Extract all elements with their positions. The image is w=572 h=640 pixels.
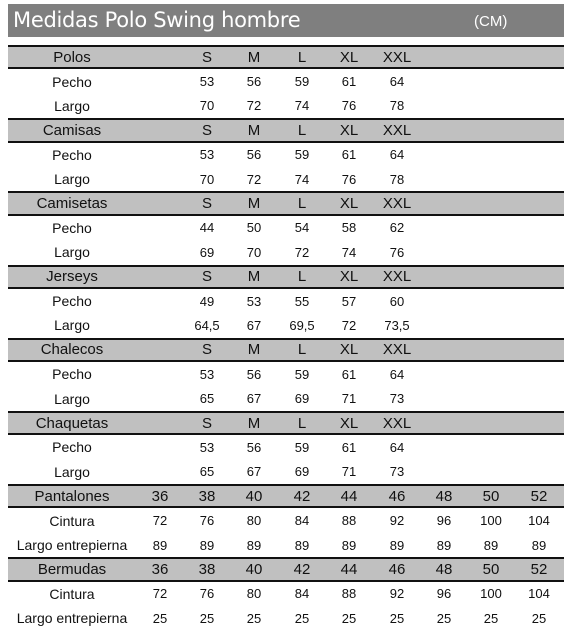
- size-header: L: [297, 48, 307, 66]
- size-header: XL: [339, 414, 359, 432]
- size-header: 42: [293, 560, 311, 578]
- size-header: S: [201, 48, 212, 66]
- measure-value: 25: [531, 610, 547, 626]
- size-header: 48: [435, 560, 453, 578]
- size-header: 38: [198, 487, 216, 505]
- measure-value: 67: [246, 464, 262, 480]
- measure-label: Largo entrepierna: [16, 610, 128, 627]
- measure-value: 25: [436, 610, 452, 626]
- measure-value: 25: [152, 610, 168, 626]
- measure-value: 89: [246, 537, 262, 553]
- size-header: L: [297, 195, 307, 213]
- section-name: Camisetas: [36, 195, 108, 213]
- measure-value: 58: [341, 220, 357, 236]
- size-header: XXL: [382, 414, 412, 432]
- measure-value: 53: [199, 147, 215, 163]
- measure-label: Pecho: [52, 219, 92, 236]
- size-header: XL: [339, 121, 359, 139]
- measure-value: 25: [294, 610, 310, 626]
- measure-value: 61: [341, 147, 357, 163]
- measure-value: 67: [246, 317, 262, 333]
- measure-label: Largo: [54, 97, 90, 114]
- measure-value: 25: [389, 610, 405, 626]
- measure-value: 25: [483, 610, 499, 626]
- table-row: [8, 240, 564, 264]
- size-header: 52: [530, 487, 548, 505]
- section-header: [8, 45, 564, 69]
- measure-label: Largo: [54, 317, 90, 334]
- size-header: L: [297, 268, 307, 286]
- measure-value: 72: [152, 586, 168, 602]
- measure-value: 72: [246, 98, 262, 114]
- size-header: XXL: [382, 48, 412, 66]
- measure-value: 92: [389, 513, 405, 529]
- size-header: S: [201, 268, 212, 286]
- measure-value: 60: [389, 293, 405, 309]
- section-name: Polos: [53, 48, 91, 66]
- size-header: 44: [340, 487, 358, 505]
- measure-value: 64: [389, 439, 405, 455]
- measure-value: 84: [294, 586, 310, 602]
- measure-label: Cintura: [49, 585, 95, 602]
- measure-value: 84: [294, 513, 310, 529]
- table-row: [8, 289, 564, 313]
- measure-value: 104: [528, 513, 550, 529]
- section-header: [8, 411, 564, 435]
- measure-value: 67: [246, 391, 262, 407]
- size-header: M: [247, 341, 261, 359]
- measure-value: 72: [246, 171, 262, 187]
- measure-value: 69,5: [289, 317, 315, 333]
- size-header: 48: [435, 487, 453, 505]
- size-header: S: [201, 121, 212, 139]
- measure-label: Cintura: [49, 512, 95, 529]
- size-header: XL: [339, 341, 359, 359]
- measure-value: 71: [341, 464, 357, 480]
- size-header: 52: [530, 560, 548, 578]
- measure-value: 70: [246, 244, 262, 260]
- measure-value: 69: [294, 464, 310, 480]
- measure-label: Largo entrepierna: [16, 537, 128, 553]
- measure-value: 62: [389, 220, 405, 236]
- size-header: 42: [293, 487, 311, 505]
- measure-value: 53: [199, 74, 215, 90]
- measure-value: 89: [341, 537, 357, 553]
- table-row: [8, 216, 564, 240]
- measure-value: 70: [199, 171, 215, 187]
- title-bar: [8, 4, 564, 37]
- section-name: Pantalones: [34, 487, 110, 505]
- measure-value: 69: [199, 244, 215, 260]
- table-row: [8, 606, 564, 630]
- size-header: XXL: [382, 341, 412, 359]
- table-row: [8, 386, 564, 410]
- measure-value: 88: [341, 586, 357, 602]
- measure-value: 72: [341, 317, 357, 333]
- measure-value: 59: [294, 147, 310, 163]
- measure-value: 96: [436, 586, 452, 602]
- measure-value: 59: [294, 366, 310, 382]
- section-name: Jerseys: [46, 268, 98, 286]
- measure-value: 69: [294, 391, 310, 407]
- table-row: [8, 94, 564, 118]
- size-table: [8, 45, 564, 630]
- section-header: [8, 557, 564, 581]
- measure-value: 59: [294, 439, 310, 455]
- measure-label: Pecho: [52, 73, 92, 90]
- measure-value: 89: [294, 537, 310, 553]
- measure-value: 56: [246, 74, 262, 90]
- measure-value: 49: [199, 293, 215, 309]
- measure-value: 100: [480, 513, 502, 529]
- table-row: [8, 508, 564, 532]
- measure-value: 80: [246, 513, 262, 529]
- unit-label: (CM): [474, 13, 508, 30]
- size-header: M: [247, 121, 261, 139]
- section-header: [8, 484, 564, 508]
- measure-value: 65: [199, 464, 215, 480]
- measure-value: 89: [199, 537, 215, 553]
- measure-value: 89: [152, 537, 168, 553]
- size-header: 40: [245, 487, 263, 505]
- table-row: [8, 143, 564, 167]
- size-header: 44: [340, 560, 358, 578]
- measure-value: 78: [389, 98, 405, 114]
- size-header: XL: [339, 268, 359, 286]
- measure-value: 96: [436, 513, 452, 529]
- measure-value: 53: [199, 366, 215, 382]
- size-header: L: [297, 121, 307, 139]
- measure-label: Largo: [54, 171, 90, 188]
- measure-value: 64: [389, 74, 405, 90]
- measure-value: 73: [389, 464, 405, 480]
- measure-value: 25: [341, 610, 357, 626]
- measure-value: 76: [341, 171, 357, 187]
- measure-value: 73: [389, 391, 405, 407]
- size-header: M: [247, 48, 261, 66]
- table-row: [8, 69, 564, 93]
- size-header: S: [201, 414, 212, 432]
- size-header: S: [201, 195, 212, 213]
- measure-label: Pecho: [52, 293, 92, 310]
- section-header: [8, 265, 564, 289]
- measure-value: 53: [199, 439, 215, 455]
- measure-value: 56: [246, 366, 262, 382]
- measure-value: 74: [341, 244, 357, 260]
- size-header: L: [297, 414, 307, 432]
- measure-value: 61: [341, 74, 357, 90]
- measure-value: 80: [246, 586, 262, 602]
- measure-value: 61: [341, 366, 357, 382]
- section-header: [8, 191, 564, 215]
- measure-value: 104: [528, 586, 550, 602]
- measure-value: 55: [294, 293, 310, 309]
- size-header: 36: [151, 560, 169, 578]
- measure-value: 88: [341, 513, 357, 529]
- measure-label: Largo: [54, 390, 90, 407]
- size-header: 36: [151, 487, 169, 505]
- measure-value: 54: [294, 220, 310, 236]
- measure-label: Largo: [54, 463, 90, 480]
- size-header: L: [297, 341, 307, 359]
- measure-value: 64,5: [194, 317, 220, 333]
- size-header: 50: [482, 487, 500, 505]
- size-header: M: [247, 268, 261, 286]
- size-header: 50: [482, 560, 500, 578]
- size-header: 40: [245, 560, 263, 578]
- measure-value: 76: [341, 98, 357, 114]
- table-row: [8, 313, 564, 337]
- measure-value: 74: [294, 171, 310, 187]
- measure-value: 92: [389, 586, 405, 602]
- table-row: [8, 460, 564, 484]
- size-header: XL: [339, 48, 359, 66]
- section-name: Bermudas: [37, 560, 107, 578]
- measure-value: 70: [199, 98, 215, 114]
- measure-value: 57: [341, 293, 357, 309]
- measure-value: 64: [389, 366, 405, 382]
- measure-value: 44: [199, 220, 215, 236]
- measure-label: Largo: [54, 244, 90, 261]
- size-header: XXL: [382, 121, 412, 139]
- table-row: [8, 362, 564, 386]
- table-row: [8, 582, 564, 606]
- measure-value: 89: [389, 537, 405, 553]
- measure-value: 89: [531, 537, 547, 553]
- measure-value: 50: [246, 220, 262, 236]
- measure-value: 53: [246, 293, 262, 309]
- measure-value: 61: [341, 439, 357, 455]
- measure-value: 64: [389, 147, 405, 163]
- measure-value: 76: [199, 586, 215, 602]
- measure-value: 78: [389, 171, 405, 187]
- measure-value: 73,5: [384, 317, 410, 333]
- section-name: Chaquetas: [35, 414, 109, 432]
- size-header: XXL: [382, 195, 412, 213]
- measure-label: Pecho: [52, 146, 92, 163]
- section-header: [8, 338, 564, 362]
- section-name: Camisas: [42, 121, 102, 139]
- measure-value: 56: [246, 439, 262, 455]
- size-header: 46: [388, 560, 406, 578]
- measure-value: 25: [246, 610, 262, 626]
- measure-value: 100: [480, 586, 502, 602]
- measure-value: 65: [199, 391, 215, 407]
- measure-value: 25: [199, 610, 215, 626]
- measure-value: 72: [294, 244, 310, 260]
- measure-value: 89: [436, 537, 452, 553]
- measure-value: 56: [246, 147, 262, 163]
- section-name: Chalecos: [40, 341, 104, 359]
- measure-value: 89: [483, 537, 499, 553]
- table-row: [8, 167, 564, 191]
- measure-value: 76: [199, 513, 215, 529]
- measure-value: 71: [341, 391, 357, 407]
- page-title: Medidas Polo Swing hombre: [13, 8, 301, 32]
- table-row: [8, 533, 564, 557]
- size-header: S: [201, 341, 212, 359]
- measure-value: 59: [294, 74, 310, 90]
- table-row: [8, 435, 564, 459]
- size-header: 38: [198, 560, 216, 578]
- measure-value: 72: [152, 513, 168, 529]
- size-header: M: [247, 195, 261, 213]
- size-header: 46: [388, 487, 406, 505]
- section-header: [8, 118, 564, 142]
- size-header: XL: [339, 195, 359, 213]
- measure-value: 76: [389, 244, 405, 260]
- size-header: M: [247, 414, 261, 432]
- measure-value: 74: [294, 98, 310, 114]
- measure-label: Pecho: [52, 366, 92, 383]
- size-header: XXL: [382, 268, 412, 286]
- measure-label: Pecho: [52, 439, 92, 456]
